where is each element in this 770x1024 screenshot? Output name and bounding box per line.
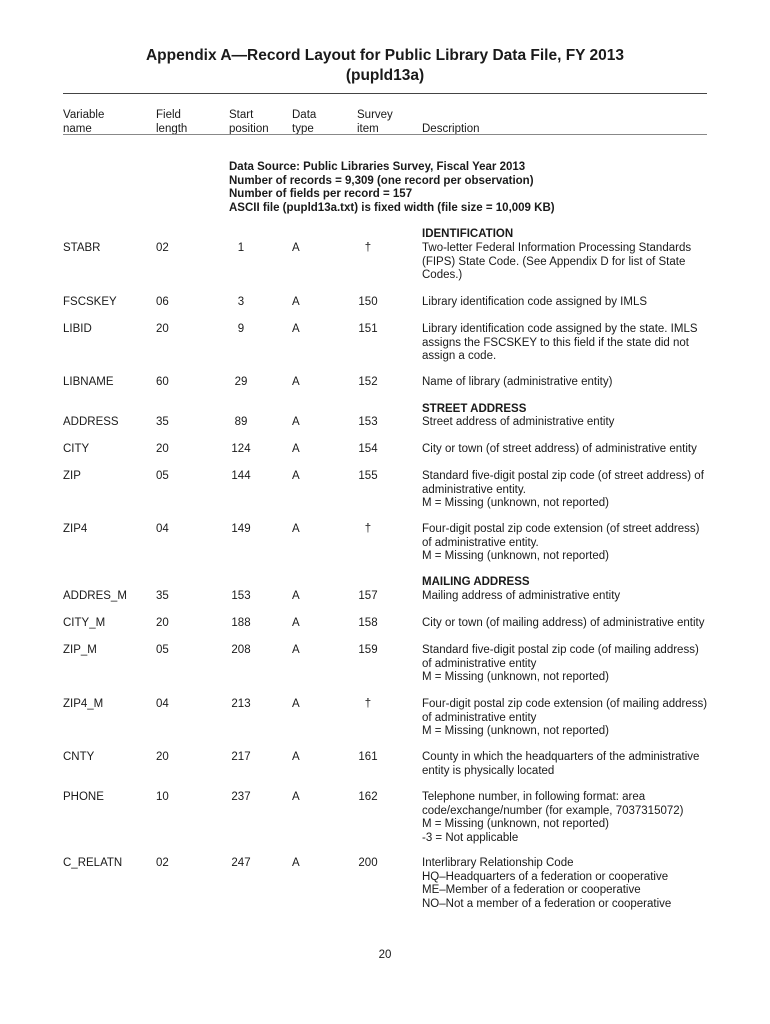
description-line: M = Missing (unknown, not reported) <box>422 725 609 737</box>
description <box>422 644 712 685</box>
field-length: 02 <box>156 857 169 869</box>
data-type: A <box>292 590 300 602</box>
field-length: 60 <box>156 376 169 388</box>
description <box>422 416 712 430</box>
field-length: 20 <box>156 443 169 455</box>
description-line: Telephone number, in following format: area <box>422 791 646 803</box>
description-line: code/exchange/number (for example, 7037315072) <box>422 804 684 817</box>
survey-item: 155 <box>358 470 378 482</box>
source-line: Data Source: Public Libraries Survey, Fiscal Year 2013 <box>229 161 526 173</box>
description-line: Codes.) <box>422 269 463 281</box>
data-type: A <box>292 857 300 869</box>
variable-name: CITY <box>63 443 90 455</box>
column-header-data-type: Data type <box>292 109 317 135</box>
start-position: 208 <box>231 644 251 656</box>
description <box>422 698 712 739</box>
survey-item: 150 <box>358 296 378 308</box>
description-line: City or town (of mailing address) of administrative entity <box>422 617 705 629</box>
variable-name: PHONE <box>63 791 104 803</box>
description <box>422 296 712 310</box>
start-position: 89 <box>234 416 248 428</box>
variable-name: LIBID <box>63 323 92 335</box>
description-line: M = Missing (unknown, not reported) <box>422 550 609 562</box>
start-position: 213 <box>231 698 251 710</box>
description-line: Library identification code assigned by the state. IMLS <box>422 323 698 335</box>
variable-name: CITY_M <box>63 617 106 629</box>
description <box>422 323 712 364</box>
description-line: Street address of administrative entity <box>422 416 615 428</box>
section-header-street-address: STREET ADDRESS <box>422 403 527 415</box>
description-line: City or town (of street address) of administrative entity <box>422 443 697 455</box>
data-type: A <box>292 376 300 388</box>
description <box>422 590 712 604</box>
variable-name: ZIP <box>63 470 81 482</box>
source-line: Number of records = 9,309 (one record per observation) <box>229 175 534 187</box>
description-line: (FIPS) State Code. (See Appendix D for list of State <box>422 255 686 268</box>
survey-item: 162 <box>358 791 378 803</box>
column-header-description: Description <box>422 123 480 135</box>
description-line: County in which the headquarters of the administrative <box>422 751 700 763</box>
data-type: A <box>292 296 300 308</box>
description-line: entity is physically located <box>422 764 555 777</box>
description-line: -3 = Not applicable <box>422 831 519 844</box>
start-position: 1 <box>237 242 245 254</box>
data-type: A <box>292 751 300 763</box>
survey-item: 152 <box>358 376 378 388</box>
column-header-variable: Variable name <box>63 109 105 135</box>
data-type: A <box>292 791 300 803</box>
field-length: 20 <box>156 323 169 335</box>
description-line: M = Missing (unknown, not reported) <box>422 671 609 683</box>
field-length: 05 <box>156 470 169 482</box>
survey-item: 159 <box>358 644 378 656</box>
description-line: Name of library (administrative entity) <box>422 376 613 388</box>
description <box>422 791 712 845</box>
data-type: A <box>292 523 300 535</box>
description <box>422 523 712 564</box>
survey-item: 151 <box>358 323 378 335</box>
start-position: 3 <box>237 296 245 308</box>
survey-item: † <box>364 523 372 535</box>
page-number: 20 <box>378 949 392 961</box>
description <box>422 617 712 631</box>
description-line: M = Missing (unknown, not reported) <box>422 497 609 509</box>
data-type: A <box>292 323 300 335</box>
start-position: 247 <box>231 857 251 869</box>
data-type: A <box>292 644 300 656</box>
survey-item: 154 <box>358 443 378 455</box>
column-header-start-position: Start position <box>229 109 269 135</box>
start-position: 217 <box>231 751 251 763</box>
description-line: Library identification code assigned by IMLS <box>422 296 648 308</box>
description-line: administrative entity. <box>422 483 526 496</box>
description-line: assigns the FSCSKEY to this field if the state did not <box>422 336 689 349</box>
field-length: 35 <box>156 416 169 428</box>
description <box>422 443 712 457</box>
description-line: ME–Member of a federation or cooperative <box>422 884 641 896</box>
data-type: A <box>292 698 300 710</box>
description-line: Interlibrary Relationship Code <box>422 857 574 869</box>
field-length: 02 <box>156 242 169 254</box>
start-position: 124 <box>231 443 251 455</box>
source-line: Number of fields per record = 157 <box>229 188 413 200</box>
variable-name: ZIP4_M <box>63 698 104 710</box>
description-line: Standard five-digit postal zip code (of mailing address) <box>422 644 699 656</box>
variable-name: ZIP4 <box>63 523 88 535</box>
start-position: 9 <box>237 323 245 335</box>
description <box>422 470 712 511</box>
field-length: 20 <box>156 751 169 763</box>
description-line: Mailing address of administrative entity <box>422 590 621 602</box>
variable-name: CNTY <box>63 751 95 763</box>
column-header-field-length: Field length <box>156 109 188 135</box>
section-header-identification: IDENTIFICATION <box>422 228 514 240</box>
variable-name: C_RELATN <box>63 857 123 869</box>
section-header-mailing-address: MAILING ADDRESS <box>422 576 530 588</box>
variable-name: LIBNAME <box>63 376 114 388</box>
data-type: A <box>292 617 300 629</box>
start-position: 237 <box>231 791 251 803</box>
start-position: 153 <box>231 590 251 602</box>
column-header-survey-item: Survey item <box>357 109 393 135</box>
description <box>422 857 712 911</box>
top-rule <box>63 93 707 94</box>
field-length: 20 <box>156 617 169 629</box>
field-length: 04 <box>156 698 169 710</box>
variable-name: ADDRESS <box>63 416 119 428</box>
survey-item: 157 <box>358 590 378 602</box>
description-line: Standard five-digit postal zip code (of street address) of <box>422 470 704 482</box>
survey-item: † <box>364 698 372 710</box>
field-length: 05 <box>156 644 169 656</box>
file-name-subtitle: (pupld13a) <box>345 67 425 84</box>
survey-item: 153 <box>358 416 378 428</box>
description-line: of administrative entity <box>422 711 537 724</box>
data-type: A <box>292 242 300 254</box>
variable-name: ZIP_M <box>63 644 97 656</box>
survey-item: 161 <box>358 751 378 763</box>
description-line: assign a code. <box>422 350 497 362</box>
field-length: 04 <box>156 523 169 535</box>
description-line: HQ–Headquarters of a federation or cooperative <box>422 870 669 883</box>
description <box>422 376 712 390</box>
description-line: Four-digit postal zip code extension (of mailing address) <box>422 698 708 710</box>
description <box>422 242 712 283</box>
variable-name: FSCSKEY <box>63 296 117 308</box>
header-rule <box>63 134 707 135</box>
variable-name: ADDRES_M <box>63 590 127 602</box>
variable-name: STABR <box>63 242 101 254</box>
description <box>422 751 712 778</box>
start-position: 149 <box>231 523 251 535</box>
description-line: of administrative entity. <box>422 536 539 549</box>
description-line: M = Missing (unknown, not reported) <box>422 818 609 830</box>
description-line: Four-digit postal zip code extension (of street address) <box>422 523 700 535</box>
description-line: Two-letter Federal Information Processing Standards <box>422 242 692 254</box>
description-line: NO–Not a member of a federation or cooperative <box>422 897 672 910</box>
survey-item: † <box>364 242 372 254</box>
field-length: 10 <box>156 791 169 803</box>
survey-item: 158 <box>358 617 378 629</box>
source-line: ASCII file (pupld13a.txt) is fixed width (file size = 10,009 KB) <box>229 202 555 214</box>
survey-item: 200 <box>358 857 378 869</box>
start-position: 188 <box>231 617 251 629</box>
data-type: A <box>292 416 300 428</box>
data-type: A <box>292 443 300 455</box>
field-length: 06 <box>156 296 169 308</box>
description-line: of administrative entity <box>422 657 537 670</box>
start-position: 144 <box>231 470 251 482</box>
data-type: A <box>292 470 300 482</box>
page-title: Appendix A—Record Layout for Public Library Data File, FY 2013 <box>145 47 625 64</box>
start-position: 29 <box>234 376 248 388</box>
field-length: 35 <box>156 590 169 602</box>
